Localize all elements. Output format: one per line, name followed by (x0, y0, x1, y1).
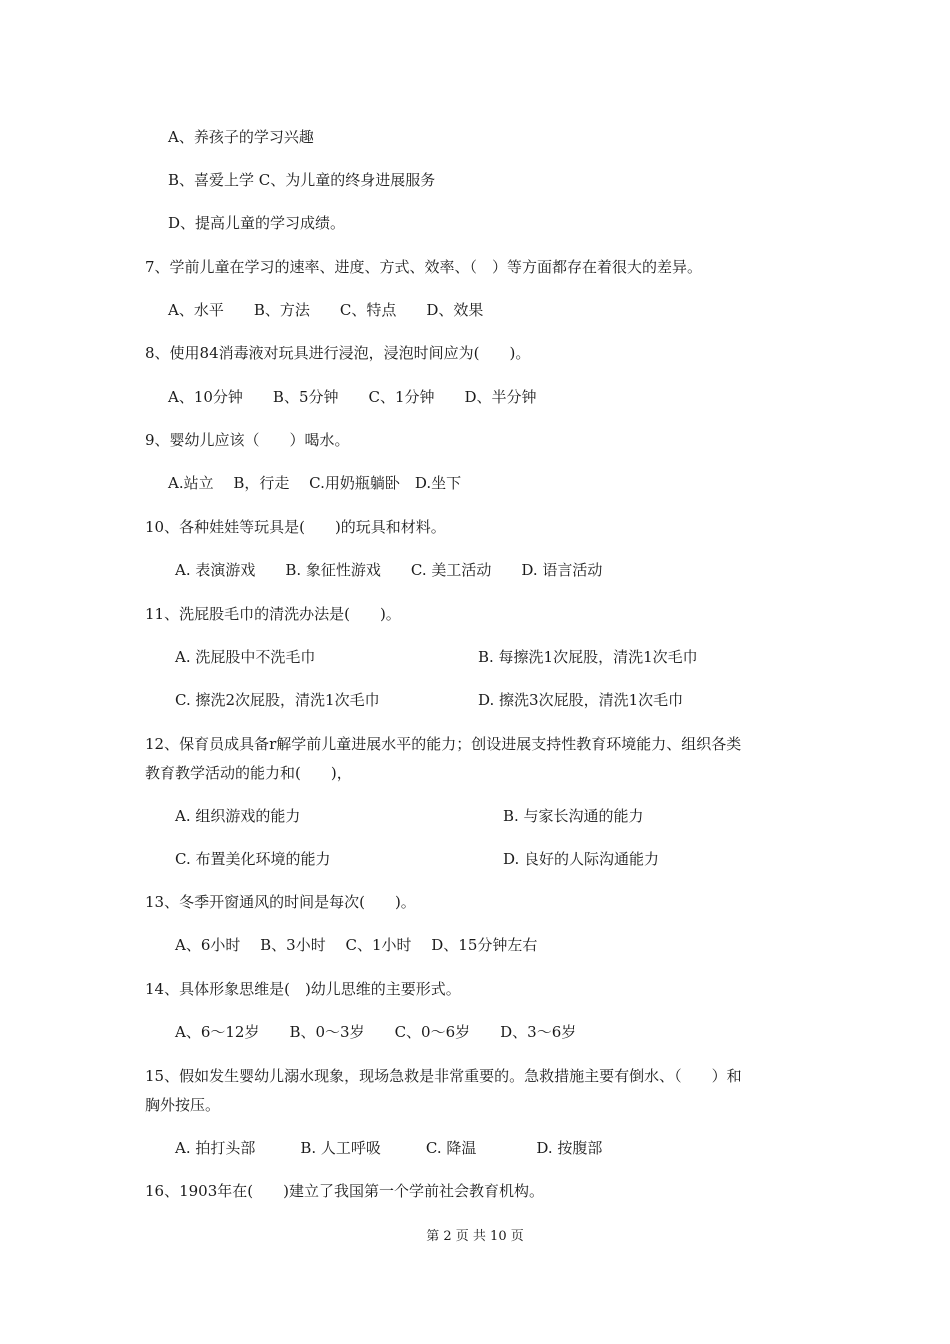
q6-option-a: A、养孩子的学习兴趣 (168, 128, 314, 146)
q6-option-d: D、提高儿童的学习成绩。 (168, 214, 346, 232)
q12-option-d: D. 良好的人际沟通能力 (503, 850, 660, 868)
q8-options: A、10分钟 B、5分钟 C、1分钟 D、半分钟 (168, 388, 537, 406)
question-12-line-1: 12、保育员成具备r解学前儿童进展水平的能力；创设进展支持性教育环境能力、组织各类 (145, 735, 742, 753)
question-16: 16、1903年在( )建立了我国第一个学前社会教育机构。 (145, 1182, 544, 1200)
q13-options: A、6小时 B、3小时 C、1小时 D、15分钟左右 (175, 936, 538, 954)
question-14: 14、具体形象思维是( )幼儿思维的主要形式。 (145, 980, 461, 998)
q6-option-b-c: B、喜爱上学 C、为儿童的终身进展服务 (168, 171, 436, 189)
question-10: 10、各种娃娃等玩具是( )的玩具和材料。 (145, 518, 446, 536)
q11-option-a: A. 洗屁股中不洗毛巾 (175, 648, 316, 666)
q12-option-b: B. 与家长沟通的能力 (503, 807, 644, 825)
question-15-line-1: 15、假如发生婴幼儿溺水现象，现场急救是非常重要的。急救措施主要有倒水、（ ）和 (145, 1067, 742, 1085)
question-9: 9、婴幼儿应该（ ）喝水。 (145, 431, 350, 449)
question-11: 11、洗屁股毛巾的清洗办法是( )。 (145, 605, 401, 623)
question-15-line-2: 胸外按压。 (145, 1096, 221, 1114)
q10-options: A. 表演游戏 B. 象征性游戏 C. 美工活动 D. 语言活动 (175, 561, 603, 579)
question-12-line-2: 教育教学活动的能力和( )， (145, 764, 352, 782)
question-8: 8、使用84消毒液对玩具进行浸泡，浸泡时间应为( )。 (145, 344, 531, 362)
q9-options: A.站立 B，行走 C.用奶瓶躺卧 D.坐下 (168, 474, 462, 492)
q15-options: A. 拍打头部 B. 人工呼吸 C. 降温 D. 按腹部 (175, 1139, 603, 1157)
q12-option-a: A. 组织游戏的能力 (175, 807, 301, 825)
q11-option-d: D. 擦洗3次屁股，清洗1次毛巾 (478, 691, 684, 709)
q11-option-b: B. 每擦洗1次屁股，清洗1次毛巾 (478, 648, 698, 666)
q14-options: A、6～12岁 B、0～3岁 C、0～6岁 D、3～6岁 (175, 1023, 577, 1041)
question-7: 7、学前儿童在学习的速率、进度、方式、效率、（ ）等方面都存在着很大的差异。 (145, 258, 703, 276)
q7-options: A、水平 B、方法 C、特点 D、效果 (168, 301, 484, 319)
question-13: 13、冬季开窗通风的时间是每次( )。 (145, 893, 416, 911)
page-footer: 第 2 页 共 10 页 (426, 1229, 524, 1244)
q11-option-c: C. 擦洗2次屁股，清洗1次毛巾 (175, 691, 380, 709)
q12-option-c: C. 布置美化环境的能力 (175, 850, 331, 868)
